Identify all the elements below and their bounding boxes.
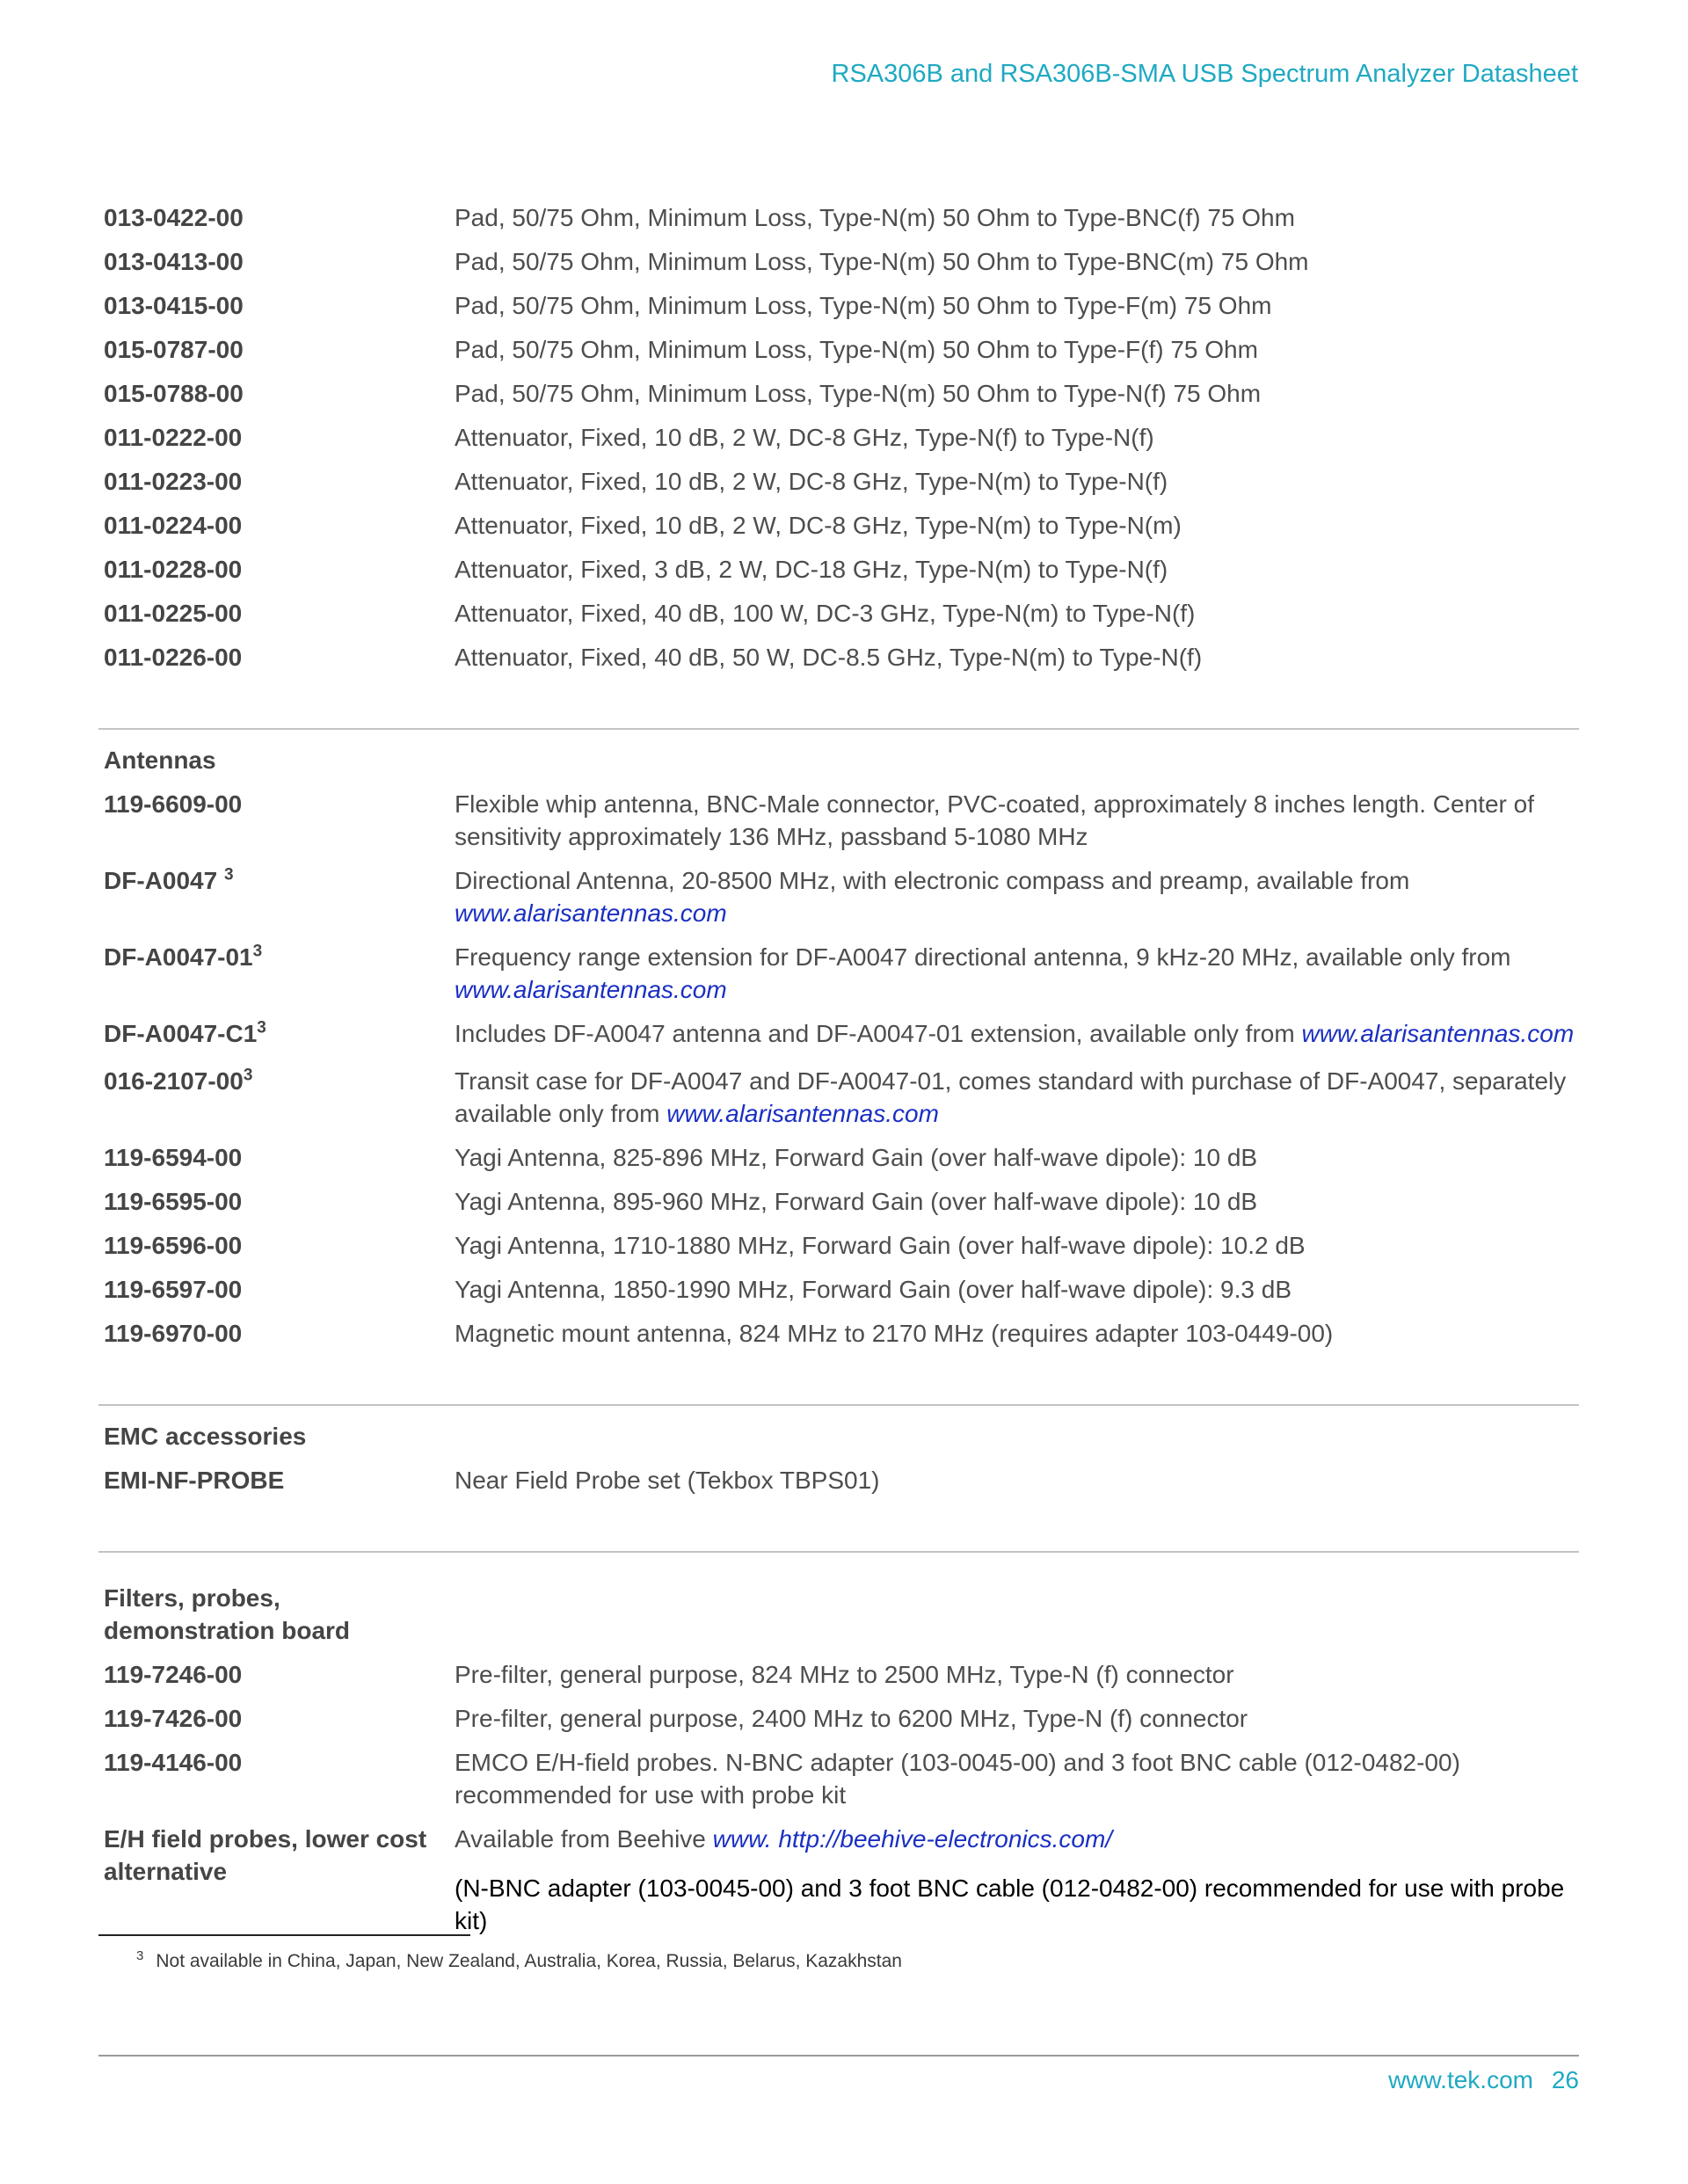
part-number: 013-0415-00 — [104, 292, 244, 319]
table-row — [98, 377, 1579, 421]
part-number: 119-6594-00 — [104, 1144, 243, 1171]
part-number: 011-0224-00 — [104, 512, 243, 539]
part-number: E/H field probes, lower cost alternative — [104, 1825, 427, 1885]
table-row — [98, 641, 1579, 685]
part-description: Directional Antenna, 20-8500 MHz, with electronic compass and preamp, available from www.alarisantennas.com — [455, 867, 1410, 927]
part-number: 119-6597-00 — [104, 1276, 243, 1303]
part-number: 015-0787-00 — [104, 336, 244, 363]
part-description: Magnetic mount antenna, 824 MHz to 2170 MHz (requires adapter 103-0449-00) — [455, 1320, 1334, 1347]
part-description: Pre-filter, general purpose, 2400 MHz to 6200 MHz, Type-N (f) connector — [455, 1705, 1248, 1732]
part-number: 011-0228-00 — [104, 556, 243, 583]
part-description: Yagi Antenna, 1850-1990 MHz, Forward Gain (over half-wave dipole): 9.3 dB — [455, 1276, 1291, 1303]
part-number: 011-0223-00 — [104, 468, 243, 495]
part-description-note: (N-BNC adapter (103-0045-00) and 3 foot BNC cable (012-0482-00) recommended for use with probe kit) — [455, 1875, 1565, 1934]
part-number: 013-0413-00 — [104, 248, 244, 275]
part-description: Yagi Antenna, 1710-1880 MHz, Forward Gain (over half-wave dipole): 10.2 dB — [455, 1232, 1306, 1259]
section-heading-filters: Filters, probes, demonstration board — [104, 1584, 351, 1644]
footnote — [136, 1948, 902, 1972]
table-row — [98, 1746, 1579, 1823]
table-row — [98, 864, 1579, 941]
part-number: EMI-NF-PROBE — [104, 1467, 285, 1494]
footnote-ref: 3 — [252, 942, 263, 961]
part-number: 119-6970-00 — [104, 1320, 243, 1347]
part-description: Attenuator, Fixed, 10 dB, 2 W, DC-8 GHz, Type-N(m) to Type-N(f) — [455, 468, 1168, 495]
part-description: Transit case for DF-A0047 and DF-A0047-01, comes standard with purchase of DF-A0047, separately available only from www.alarisantennas.com — [455, 1067, 1567, 1127]
footnote-mark: 3 — [136, 1948, 144, 1963]
footnote-ref: 3 — [223, 865, 234, 885]
part-number: 119-6596-00 — [104, 1232, 243, 1259]
section-heading-antennas: Antennas — [104, 746, 216, 774]
table-row — [98, 597, 1579, 641]
footer-url-link[interactable]: www.tek.com — [1388, 2066, 1533, 2093]
part-description: Attenuator, Fixed, 10 dB, 2 W, DC-8 GHz, Type-N(f) to Type-N(f) — [455, 424, 1154, 451]
table-row — [98, 1702, 1579, 1746]
part-number: 011-0222-00 — [104, 424, 243, 451]
part-number: $DF-A0047-01^3$ — [104, 942, 263, 971]
part-number: 011-0226-00 — [104, 644, 243, 671]
table-row — [98, 1017, 1579, 1065]
part-number: 119-6595-00 — [104, 1188, 243, 1215]
part-description: Attenuator, Fixed, 40 dB, 100 W, DC-3 GHz, Type-N(m) to Type-N(f) — [455, 600, 1196, 627]
section-heading-emc: EMC accessories — [104, 1423, 307, 1450]
part-description: Attenuator, Fixed, 10 dB, 2 W, DC-8 GHz, Type-N(m) to Type-N(m) — [455, 512, 1182, 539]
alaris-link[interactable]: www.alarisantennas.com — [666, 1100, 939, 1127]
part-description: Pad, 50/75 Ohm, Minimum Loss, Type-N(m) 50 Ohm to Type-N(f) 75 Ohm — [455, 380, 1262, 407]
table-row — [98, 1141, 1579, 1185]
part-number: $DF-A0047-C1^3$ — [104, 1018, 266, 1047]
table-row — [98, 1065, 1579, 1141]
table-row — [98, 465, 1579, 509]
part-number: 119-6609-00 — [104, 790, 243, 818]
part-description: Pad, 50/75 Ohm, Minimum Loss, Type-N(m) 50 Ohm to Type-BNC(f) 75 Ohm — [455, 204, 1295, 231]
alaris-link[interactable]: www.alarisantennas.com — [455, 899, 727, 927]
part-description: Pre-filter, general purpose, 824 MHz to 2500 MHz, Type-N (f) connector — [455, 1661, 1234, 1688]
table-row — [98, 289, 1579, 333]
part-description: Pad, 50/75 Ohm, Minimum Loss, Type-N(m) 50 Ohm to Type-BNC(m) 75 Ohm — [455, 248, 1309, 275]
beehive-link[interactable]: www. http://beehive-electronics.com/ — [712, 1825, 1113, 1853]
page-number: 26 — [1551, 2066, 1579, 2093]
table-row — [98, 509, 1579, 553]
alaris-link[interactable]: www.alarisantennas.com — [1301, 1020, 1575, 1047]
part-number: 119-4146-00 — [104, 1749, 243, 1776]
table-row — [98, 1317, 1579, 1361]
part-number: 011-0225-00 — [104, 600, 243, 627]
table-row — [98, 1823, 1579, 1937]
part-number: $016-2107-00^3$ — [104, 1066, 253, 1095]
part-description: Attenuator, Fixed, 40 dB, 50 W, DC-8.5 GHz, Type-N(m) to Type-N(f) — [455, 644, 1203, 671]
part-number: 119-7426-00 — [104, 1705, 243, 1732]
part-description: Near Field Probe set (Tekbox TBPS01) — [455, 1467, 880, 1494]
document-header-title: RSA306B and RSA306B-SMA USB Spectrum Analyzer Datasheet — [831, 60, 1578, 88]
part-description: Yagi Antenna, 825-896 MHz, Forward Gain (over half-wave dipole): 10 dB — [455, 1144, 1258, 1171]
part-description: Yagi Antenna, 895-960 MHz, Forward Gain (over half-wave dipole): 10 dB — [455, 1188, 1258, 1215]
footnote-divider — [98, 1934, 470, 1936]
part-description: Available from Beehive www. http://beehive-electronics.com/ (N-BNC adapter (103-0045-00) and 3 foot BNC cable (012-0482-00) recommended for use with probe kit) — [455, 1823, 1579, 1937]
table-row — [98, 1464, 1579, 1508]
part-description: Pad, 50/75 Ohm, Minimum Loss, Type-N(m) 50 Ohm to Type-F(m) 75 Ohm — [455, 292, 1272, 319]
footnote-ref: 3 — [257, 1018, 266, 1037]
part-number: 013-0422-00 — [104, 204, 244, 231]
footer-divider — [98, 2055, 1579, 2057]
table-row — [98, 1185, 1579, 1229]
part-number: DF-A0047 $^3$ — [104, 865, 234, 894]
table-row — [98, 245, 1579, 289]
part-description: Frequency range extension for DF-A0047 directional antenna, 9 kHz-20 MHz, available only from www.alarisantennas.com — [455, 943, 1511, 1003]
table-row — [98, 788, 1579, 864]
part-description: Attenuator, Fixed, 3 dB, 2 W, DC-18 GHz, Type-N(m) to Type-N(f) — [455, 556, 1168, 583]
part-description: Flexible whip antenna, BNC-Male connector, PVC-coated, approximately 8 inches length. Center of sensitivity approximately 136 MHz, passband 5-1080 MHz — [455, 790, 1534, 850]
accessories-table — [98, 201, 1579, 1937]
part-description: Pad, 50/75 Ohm, Minimum Loss, Type-N(m) 50 Ohm to Type-F(f) 75 Ohm — [455, 336, 1258, 363]
footnote-text: Not available in China, Japan, New Zealand, Australia, Korea, Russia, Belarus, Kazakhstan — [156, 1951, 902, 1971]
table-row — [98, 201, 1579, 245]
table-row — [98, 333, 1579, 377]
table-row — [98, 1273, 1579, 1317]
table-row — [98, 553, 1579, 597]
footnote-ref: 3 — [243, 1066, 253, 1085]
part-number: 119-7246-00 — [104, 1661, 243, 1688]
table-row — [98, 421, 1579, 465]
part-number: 015-0788-00 — [104, 380, 244, 407]
table-row — [98, 941, 1579, 1017]
part-description: Includes DF-A0047 antenna and DF-A0047-01 extension, available only from www.alarisantennas.com — [455, 1020, 1575, 1047]
alaris-link[interactable]: www.alarisantennas.com — [455, 976, 727, 1003]
table-row — [98, 1658, 1579, 1702]
table-row — [98, 1229, 1579, 1273]
part-description: EMCO E/H-field probes. N-BNC adapter (103-0045-00) and 3 foot BNC cable (012-0482-00) recommended for use with probe kit — [455, 1749, 1460, 1809]
